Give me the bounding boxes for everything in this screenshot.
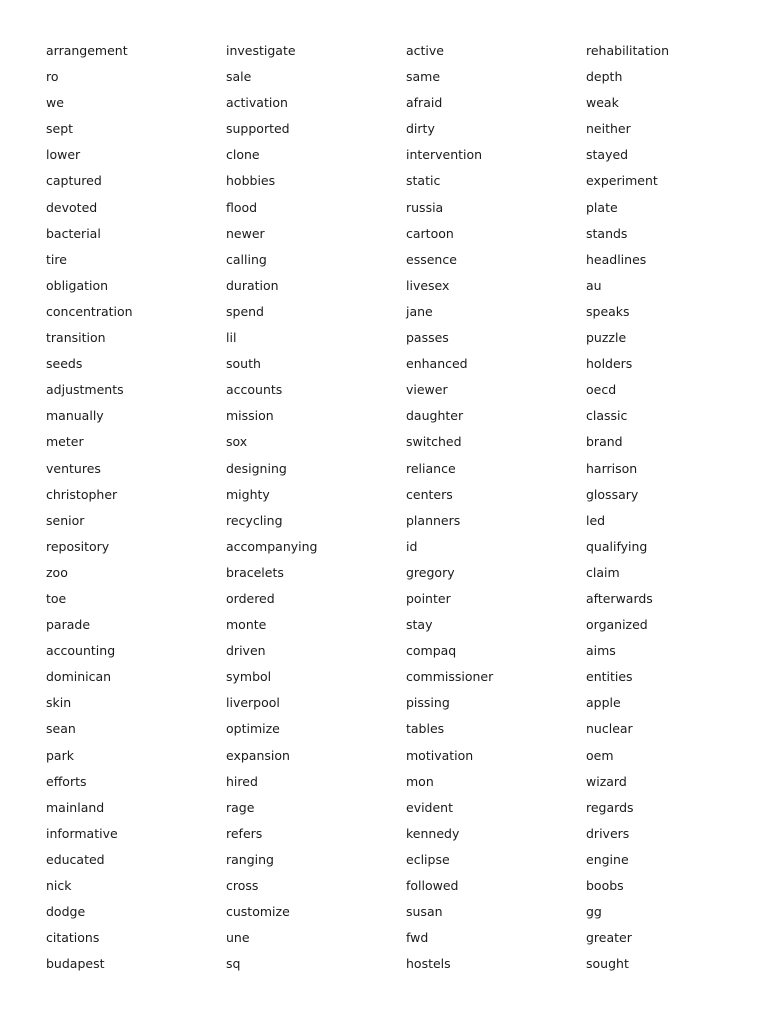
word-item: lil [226, 330, 237, 346]
word-item: speaks [586, 303, 630, 319]
word-item: zoo [46, 564, 68, 580]
word-column-4 [586, 38, 761, 977]
word-item: informative [46, 825, 118, 841]
word-item: meter [46, 434, 84, 450]
word-item: intervention [406, 147, 483, 163]
word-item: classic [586, 408, 628, 424]
word-item: nuclear [586, 721, 633, 737]
word-item: mighty [226, 486, 270, 502]
word-item: headlines [586, 251, 647, 267]
word-item: motivation [406, 747, 474, 763]
word-item: christopher [46, 486, 118, 502]
word-item: engine [586, 851, 629, 867]
word-item: oem [586, 747, 614, 763]
word-item: fwd [406, 930, 429, 946]
word-item: refers [226, 825, 263, 841]
word-item: compaq [406, 643, 457, 659]
word-item: static [406, 173, 441, 189]
word-column-2 [226, 38, 401, 977]
word-item: sox [226, 434, 248, 450]
word-item: repository [46, 538, 110, 554]
word-item: sought [586, 956, 629, 972]
word-item: mission [226, 408, 274, 424]
word-item: pointer [406, 590, 451, 606]
word-item: followed [406, 878, 459, 893]
word-item: organized [586, 617, 648, 633]
word-item: sale [226, 69, 252, 85]
word-item: transition [46, 330, 106, 346]
word-item: bacterial [46, 225, 101, 241]
word-item: expansion [226, 747, 290, 763]
word-item: ventures [46, 460, 101, 476]
word-item: stay [406, 617, 433, 633]
word-item: activation [226, 95, 288, 111]
word-item: tire [46, 251, 67, 267]
word-item: clone [226, 147, 260, 163]
word-item: park [46, 747, 74, 763]
word-item: kennedy [406, 825, 460, 841]
word-item: parade [46, 617, 91, 633]
word-item: claim [586, 564, 620, 580]
word-item: bracelets [226, 564, 284, 580]
word-item: customize [226, 904, 290, 920]
word-item: recycling [226, 512, 283, 528]
word-item: citations [46, 930, 100, 946]
word-item: aims [586, 643, 616, 659]
word-item: brand [586, 434, 623, 450]
word-item: plate [586, 199, 618, 215]
word-item: captured [46, 173, 102, 189]
word-item: rehabilitation [586, 43, 669, 58]
word-item: switched [406, 434, 462, 450]
word-column-3 [406, 38, 581, 977]
word-item: daughter [406, 408, 464, 424]
word-item: depth [586, 69, 623, 85]
word-item: qualifying [586, 538, 648, 554]
word-item: harrison [586, 460, 638, 476]
word-item: wizard [586, 773, 627, 789]
word-item: calling [226, 251, 267, 267]
word-item: accounts [226, 382, 283, 398]
word-item: senior [46, 512, 85, 528]
word-item: planners [406, 512, 461, 528]
word-item: supported [226, 121, 290, 137]
word-item: ro [46, 69, 59, 85]
word-item: sq [226, 956, 241, 972]
word-item: efforts [46, 773, 87, 789]
word-item: hostels [406, 956, 451, 972]
word-item: led [586, 512, 606, 528]
word-item: passes [406, 330, 449, 346]
word-item: afterwards [586, 590, 653, 606]
word-item: spend [226, 303, 264, 319]
word-item: investigate [226, 43, 296, 58]
word-item: designing [226, 460, 287, 476]
word-item: devoted [46, 199, 98, 215]
word-item: ranging [226, 851, 274, 867]
word-item: entities [586, 669, 633, 685]
word-item: id [406, 538, 418, 554]
word-item: au [586, 277, 602, 293]
word-item: tables [406, 721, 445, 737]
word-item: adjustments [46, 382, 124, 398]
word-item: gregory [406, 564, 455, 580]
word-item: une [226, 930, 250, 946]
word-item: optimize [226, 721, 280, 737]
word-item: gg [586, 904, 602, 920]
word-item: boobs [586, 878, 624, 893]
word-item: monte [226, 617, 267, 633]
word-item: active [406, 43, 444, 58]
word-item: accounting [46, 643, 116, 659]
word-item: hired [226, 773, 258, 789]
word-item: symbol [226, 669, 272, 685]
word-item: lower [46, 147, 81, 163]
word-item: nick [46, 878, 72, 893]
word-item: experiment [586, 173, 658, 189]
word-item: eclipse [406, 851, 450, 867]
word-item: holders [586, 356, 633, 372]
word-item: drivers [586, 825, 630, 841]
word-item: newer [226, 225, 265, 241]
word-item: sept [46, 121, 74, 137]
word-item: seeds [46, 356, 83, 372]
word-item: apple [586, 695, 621, 711]
word-item: enhanced [406, 356, 468, 372]
word-item: jane [406, 303, 433, 319]
word-item: russia [406, 199, 444, 215]
word-item: rage [226, 799, 255, 815]
word-item: we [46, 95, 64, 111]
word-item: pissing [406, 695, 450, 711]
word-item: evident [406, 799, 454, 815]
word-item: concentration [46, 303, 133, 319]
word-item: driven [226, 643, 266, 659]
word-item: dirty [406, 121, 435, 137]
word-item: glossary [586, 486, 639, 502]
word-item: oecd [586, 382, 617, 398]
word-item: reliance [406, 460, 456, 476]
word-item: skin [46, 695, 72, 711]
word-item: south [226, 356, 261, 372]
word-item: greater [586, 930, 632, 946]
word-item: obligation [46, 277, 109, 293]
word-item: educated [46, 851, 105, 867]
word-item: viewer [406, 382, 448, 398]
word-item: regards [586, 799, 634, 815]
word-item: budapest [46, 956, 105, 972]
word-item: stayed [586, 147, 629, 163]
word-item: mainland [46, 799, 105, 815]
word-item: flood [226, 199, 258, 215]
word-item: neither [586, 121, 631, 137]
word-item: weak [586, 95, 619, 111]
word-item: duration [226, 277, 279, 293]
word-item: afraid [406, 95, 443, 111]
word-item: stands [586, 225, 628, 241]
word-item: cross [226, 878, 259, 893]
word-item: essence [406, 251, 457, 267]
word-item: sean [46, 721, 76, 737]
word-item: accompanying [226, 538, 318, 554]
word-item: ordered [226, 590, 275, 606]
word-item: commissioner [406, 669, 494, 685]
word-item: liverpool [226, 695, 280, 711]
word-item: dominican [46, 669, 112, 685]
word-item: mon [406, 773, 434, 789]
word-item: arrangement [46, 43, 128, 58]
word-item: dodge [46, 904, 86, 920]
word-column-1 [46, 38, 221, 977]
word-item: cartoon [406, 225, 454, 241]
word-item: toe [46, 590, 67, 606]
word-item: centers [406, 486, 453, 502]
word-item: susan [406, 904, 443, 920]
word-item: same [406, 69, 441, 85]
word-item: manually [46, 408, 104, 424]
word-item: hobbies [226, 173, 276, 189]
word-item: puzzle [586, 330, 627, 346]
word-item: livesex [406, 277, 450, 293]
